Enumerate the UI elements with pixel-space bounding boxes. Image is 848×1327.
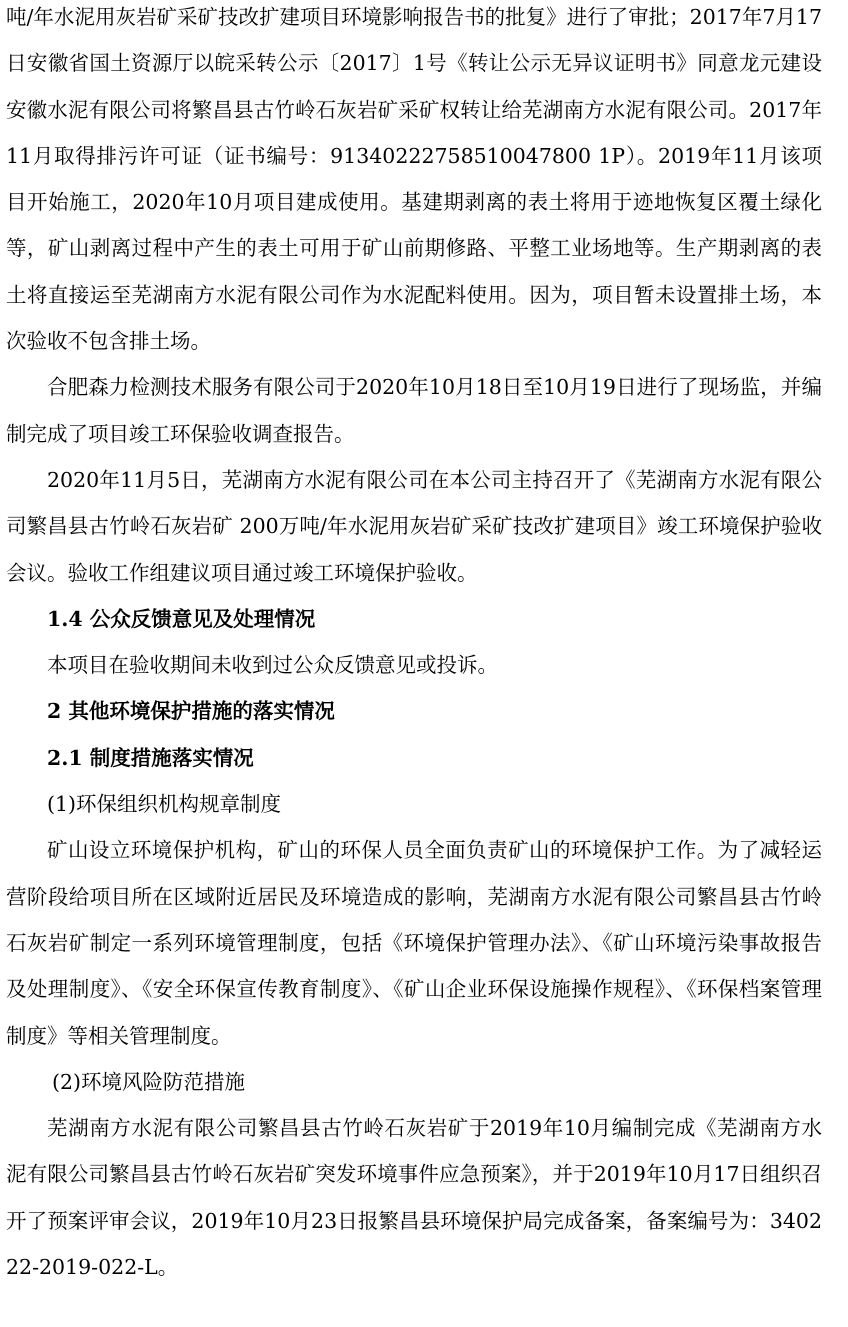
paragraph-acceptance-meeting: 2020年11月5日，芜湖南方水泥有限公司在本公司主持召开了《芜湖南方水泥有限公司繁昌县古竹岭石灰岩矿 200万吨/年水泥用灰岩矿采矿技改扩建项目》竣工环境保护验收会议。验收工作组建议项目通过竣工环境保护验收。 <box>6 467 822 585</box>
paragraph-project-history: 吨/年水泥用灰岩矿采矿技改扩建项目环境影响报告书的批复》进行了审批；2017年7月17日安徽省国土资源厅以皖采转公示〔2017〕1号《转让公示无异议证明书》同意龙元建设安徽水泥有限公司将繁昌县古竹岭石灰岩矿采矿权转让给芜湖南方水泥有限公司。2017年11月取得排污许可证（证书编号：91340222758510047800 1P）。2019年11月该项目开始施工，2020年10月项目建成使用。基建期剥离的表土将用于迹地恢复区覆土绿化等，矿山剥离过程中产生的表土可用于矿山前期修路、平整工业场地等。生产期剥离的表土将直接运至芜湖南方水泥有限公司作为水泥配料使用。因为，项目暂未设置排土场，本次验收不包含排土场。 <box>6 5 822 354</box>
subheading-organization-rules: (1)环保组织机构规章制度 <box>47 792 282 817</box>
heading-public-feedback: 1.4 公众反馈意见及处理情况 <box>47 606 316 631</box>
paragraph-public-feedback: 本项目在验收期间未收到过公众反馈意见或投诉。 <box>47 653 498 678</box>
heading-institutional-measures: 2.1 制度措施落实情况 <box>47 745 254 770</box>
paragraph-monitoring: 合肥森力检测技术服务有限公司于2020年10月18日至10月19日进行了现场监，并编制完成了项目竣工环保验收调查报告。 <box>6 375 822 446</box>
heading-other-measures: 2 其他环境保护措施的落实情况 <box>47 699 335 724</box>
paragraph-risk-prevention: 芜湖南方水泥有限公司繁昌县古竹岭石灰岩矿于2019年10月编制完成《芜湖南方水泥有限公司繁昌县古竹岭石灰岩矿突发环境事件应急预案》，并于2019年10月17日组织召开了预案评审会议，2019年10月23日报繁昌县环境保护局完成备案，备案编号为：340222-2019-022-L。 <box>6 1116 822 1280</box>
document-page <box>6 0 822 1290</box>
paragraph-organization-rules: 矿山设立环境保护机构，矿山的环保人员全面负责矿山的环境保护工作。为了减轻运营阶段给项目所在区域附近居民及环境造成的影响，芜湖南方水泥有限公司繁昌县古竹岭石灰岩矿制定一系列环境管理制度，包括《环境保护管理办法》、《矿山环境污染事故报告及处理制度》、《安全环保宣传教育制度》、《矿山企业环保设施操作规程》、《环保档案管理制度》等相关管理制度。 <box>6 838 822 1048</box>
subheading-risk-prevention: (2)环境风险防范措施 <box>52 1069 246 1094</box>
